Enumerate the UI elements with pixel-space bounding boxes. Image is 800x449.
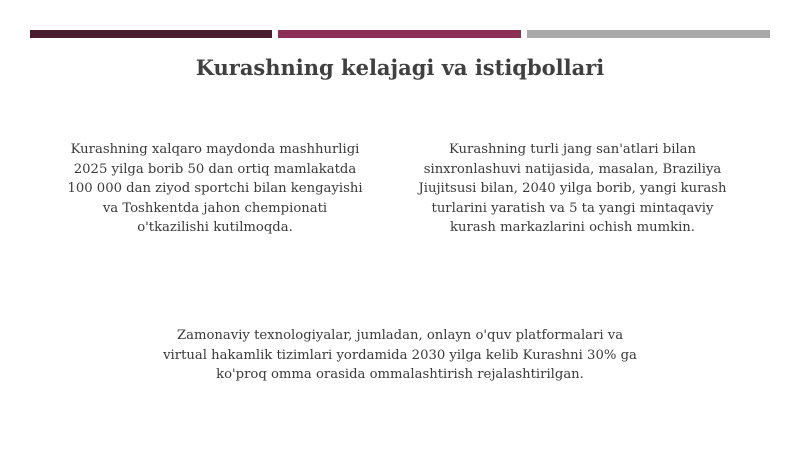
- right-text-line: sinxronlashuvi natijasida, masalan, Braziliya: [423, 161, 722, 177]
- right-text-line: Kurashning turli jang san'atlari bilan: [448, 142, 697, 157]
- right-text-line: kurash markazlarini ochish mumkin.: [450, 220, 695, 235]
- left-text-block: [40, 140, 390, 238]
- left-text-line: va Toshkentda jahon chempionati: [102, 200, 328, 216]
- left-text-line: Kurashning xalqaro maydonda mashhurligi: [70, 142, 360, 157]
- accent-bar-magenta: [278, 30, 521, 38]
- right-text-line: turlarini yaratish va 5 ta yangi mintaqaviy: [431, 200, 714, 216]
- bottom-text-line: ko'proq omma orasida ommalashtirish rejalashtirilgan.: [216, 367, 584, 382]
- left-text-line: 2025 yilga borib 50 dan ortiq mamlakatda: [73, 161, 357, 177]
- bottom-text-block: [100, 326, 700, 385]
- bottom-text-line: virtual hakamlik tizimlari yordamida 2030 yilga kelib Kurashni 30% ga: [163, 347, 637, 363]
- slide-title: Kurashning kelajagi va istiqbollari: [195, 55, 605, 80]
- bottom-text-line: Zamonaviy texnologiyalar, jumladan, onlayn o'quv platformalari va: [176, 328, 624, 343]
- left-text-line: o'tkazilishi kutilmoqda.: [137, 220, 293, 235]
- accent-bar-dark-maroon: [30, 30, 272, 38]
- right-text-line: Jiujitsusi bilan, 2040 yilga borib, yangi kurash: [418, 181, 727, 196]
- left-text-line: 100 000 dan ziyod sportchi bilan kengayishi: [67, 181, 363, 196]
- accent-bar-gray: [527, 30, 770, 38]
- right-text-block: [400, 140, 745, 238]
